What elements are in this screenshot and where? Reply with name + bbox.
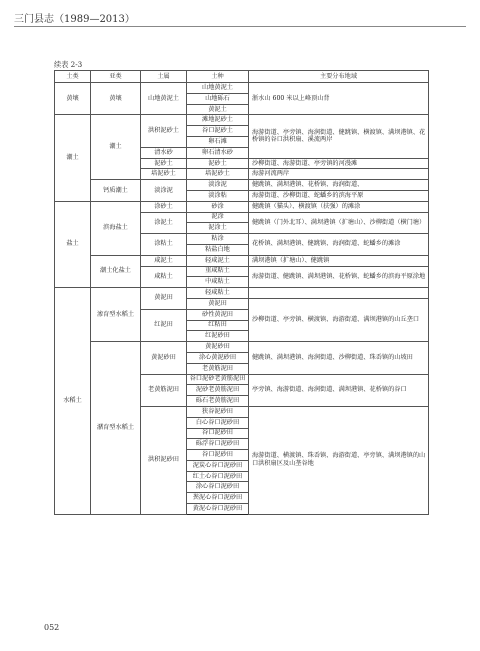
table-cell: 泥炭心谷口泥砂田 <box>187 460 249 471</box>
table-cell: 钙质潮土 <box>91 180 141 202</box>
table-cell: 红泥田 <box>141 309 187 341</box>
table-cell: 水稻土 <box>55 288 91 515</box>
table-cell: 淡涂泥 <box>187 180 249 191</box>
table-cell: 涂泥土 <box>141 212 187 234</box>
table-cell: 粪泥心谷口泥砂田 <box>187 493 249 504</box>
table-cell: 砾石老黄筋泥田 <box>187 396 249 407</box>
table-cell: 洪积泥砂田 <box>141 406 187 514</box>
table-cell: 泥砂土 <box>141 158 187 169</box>
table-cell: 山地黄泥土 <box>187 83 249 94</box>
table-cell: 涂心黄泥砂田 <box>187 352 249 363</box>
col-header-subclass: 亚类 <box>91 71 141 83</box>
table-cell: 花桥镇、满坝港镇、健跳镇、海润街道、蛇蟠乡的滩涂 <box>249 234 429 256</box>
table-cell: 潮土 <box>91 115 141 180</box>
table-cell: 涂粘土 <box>141 234 187 256</box>
table-row <box>55 288 429 299</box>
table-header-row <box>55 71 429 83</box>
table-cell: 粘盐白地 <box>187 244 249 255</box>
header-rule <box>14 26 466 27</box>
table-cell: 黄泥心谷口泥砂田 <box>187 504 249 515</box>
table-cell: 培泥砂土 <box>187 169 249 180</box>
table-row <box>55 115 429 126</box>
col-header-distribution: 主要分布地域 <box>249 71 429 83</box>
table-cell: 轻咸泥土 <box>187 255 249 266</box>
table-row <box>55 180 429 191</box>
table-cell: 满坝港镇（扩塘山）、健跳镇 <box>249 255 429 266</box>
table-cell: 谷口泥砂田 <box>187 428 249 439</box>
table-cell <box>249 288 429 299</box>
table-cell: 滩地泥砂土 <box>187 115 249 126</box>
col-header-genus: 土属 <box>141 71 187 83</box>
table-cell: 黄泥田 <box>141 288 187 310</box>
table-cell: 红土心谷口泥砂田 <box>187 471 249 482</box>
running-header: 三门县志（1989—2013） <box>14 14 135 25</box>
table-cell: 盐土 <box>55 201 91 287</box>
table-cell: 砾浮谷口泥砂田 <box>187 439 249 450</box>
table-cell: 涂心谷口泥砂田 <box>187 482 249 493</box>
table-cell: 狭谷泥砂田 <box>187 406 249 417</box>
col-header-species: 土种 <box>187 71 249 83</box>
table-cell: 清水砂 <box>141 147 187 158</box>
table-cell: 老黄筋泥田 <box>141 374 187 406</box>
table-cell: 亭旁镇、海游街道、海润街道、满坝港镇、花桥镇的谷口 <box>249 374 429 406</box>
table-row <box>55 201 429 212</box>
table-body <box>55 83 429 515</box>
table-cell: 健跳镇（门外北耳）、满坝港镇（扩塘山）、沙柳街道（横门塘） <box>249 212 429 234</box>
table-cell: 粘涂 <box>187 234 249 245</box>
table-cell: 培泥砂土 <box>141 169 187 180</box>
table-cell: 海游街道、健跳镇、满坝港镇、花桥镇、蛇蟠乡的滨海平原涂地 <box>249 266 429 288</box>
table-cell: 黄泥砂田 <box>187 342 249 353</box>
table-cell: 泥砂老黄筋泥田 <box>187 385 249 396</box>
table-cell: 泥涂土 <box>187 223 249 234</box>
table-cell: 黄泥砂田 <box>141 342 187 374</box>
table-cell: 砂性黄泥田 <box>187 309 249 320</box>
table-row <box>55 342 429 353</box>
table-cell: 健跳镇、满坝港镇、海润街道、沙柳街道、珠岙镇的山坡田 <box>249 342 429 374</box>
table-cell: 卵石滩 <box>187 136 249 147</box>
table-cell: 轻咸粘土 <box>187 288 249 299</box>
table-cell: 咸粘土 <box>141 266 187 288</box>
table-cell: 淡涂泥 <box>141 180 187 202</box>
table-cell: 健跳镇、满坝港镇、花桥镇、海润街道、 <box>249 180 429 191</box>
table-cell: 潴育型水稻土 <box>91 342 141 515</box>
table-cell: 中咸粘土 <box>187 277 249 288</box>
table-cell: 咸泥土 <box>141 255 187 266</box>
table-cell: 泥砂土 <box>187 158 249 169</box>
table-cell: 老黄筋泥田 <box>187 363 249 374</box>
table-cell: 重咸粘土 <box>187 266 249 277</box>
table-cell: 潮土 <box>55 115 91 201</box>
table-cell: 山地黄泥土 <box>141 83 187 115</box>
table-cell: 白心谷口泥砂田 <box>187 417 249 428</box>
table-caption: 续表 2-3 <box>54 60 83 69</box>
table-cell: 沙柳街道、亭旁镇、横渡镇、海游街道、满坝港镇的山丘垄口 <box>249 298 429 341</box>
col-header-soil-class: 土类 <box>55 71 91 83</box>
table-cell: 海游街道、亭旁镇、海润街道、健跳镇、横渡镇、满坝港镇、花桥镇的谷口洪积扇、溪流两岸 <box>249 115 429 158</box>
table-cell: 谷口泥砂老黄筋泥田 <box>187 374 249 385</box>
table-cell: 沙柳街道、海游街道、亭旁镇的河漫滩 <box>249 158 429 169</box>
table-cell: 卵石清水砂 <box>187 147 249 158</box>
table-row <box>55 83 429 94</box>
table-cell: 黄壤 <box>55 83 91 115</box>
table-cell: 泥涂 <box>187 212 249 223</box>
table-cell: 渗育型水稻土 <box>91 288 141 342</box>
table-cell: 海游河流两岸 <box>249 169 429 180</box>
table-cell: 滨海盐土 <box>91 201 141 255</box>
table-cell: 潮土化盐土 <box>91 255 141 287</box>
table-cell: 浙水山 600 米以上峰顶山背 <box>249 83 429 115</box>
table-row <box>55 255 429 266</box>
table-cell: 红粘田 <box>187 320 249 331</box>
table-cell: 红泥砂田 <box>187 331 249 342</box>
table-cell: 海游街道、沙柳街道、蛇蟠乡的滨海平原 <box>249 190 429 201</box>
table-cell: 黄泥土 <box>187 104 249 115</box>
table-cell: 砂涂 <box>187 201 249 212</box>
soil-distribution-table <box>54 70 429 515</box>
table-cell: 山地砾石 <box>187 93 249 104</box>
table-cell: 谷口泥砂田 <box>187 450 249 461</box>
table-cell: 海游街道、横渡镇、珠岙镇、海游街道、亭旁镇、满坝港镇的山口洪积扇区及山垄谷地 <box>249 406 429 514</box>
page-number: 052 <box>44 623 60 632</box>
table-cell: 淡涂粘 <box>187 190 249 201</box>
table-cell: 谷口泥砂土 <box>187 126 249 137</box>
table-cell: 黄泥田 <box>187 298 249 309</box>
table-cell: 洪积泥砂土 <box>141 115 187 147</box>
table-cell: 黄壤 <box>91 83 141 115</box>
table-cell: 健跳镇（猫头）、横渡镇（扶强）的滩涂 <box>249 201 429 212</box>
table-cell: 涂砂土 <box>141 201 187 212</box>
